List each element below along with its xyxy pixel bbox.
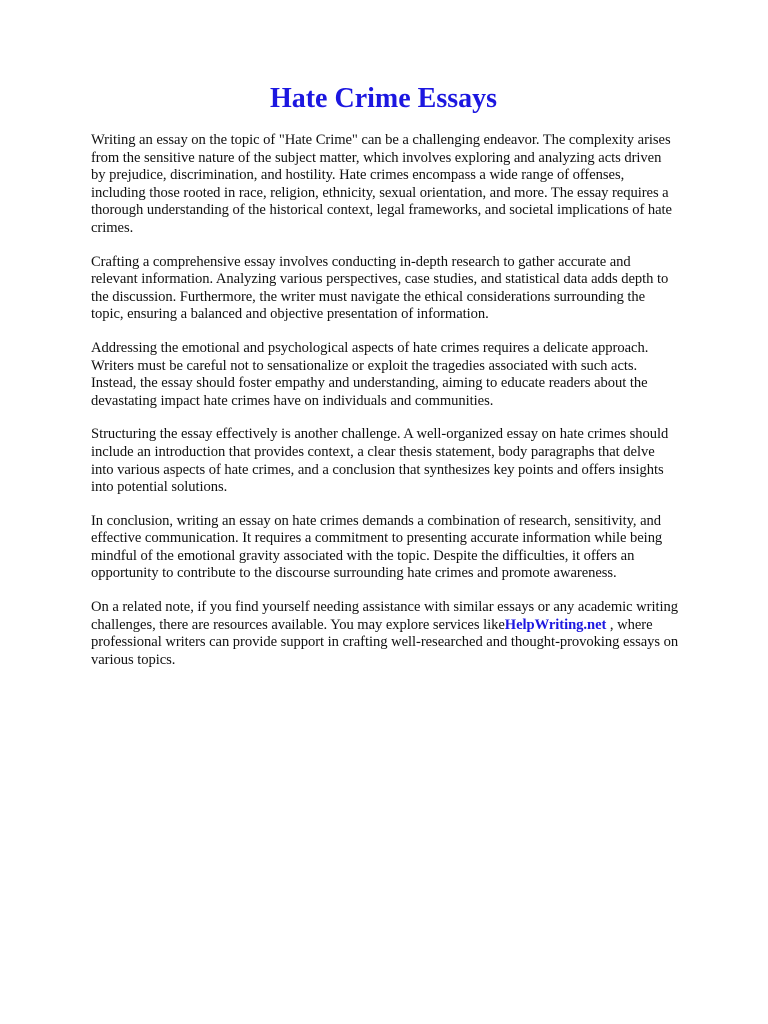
paragraph-line: Addressing the emotional and psychological aspects of hate crimes requires a delicate approach.: [91, 339, 649, 356]
helpwriting-link[interactable]: HelpWriting.net: [504, 616, 607, 633]
link-lead-text: challenges, there are resources available. You may explore services like: [91, 616, 505, 633]
paragraph-line: thorough understanding of the historical context, legal frameworks, and societal implications of hate: [91, 202, 672, 219]
paragraph-6: [91, 599, 720, 669]
paragraph-line-with-link: [91, 617, 720, 635]
link-trail-text: , where: [606, 616, 653, 633]
paragraph-2: [91, 254, 720, 324]
paragraph-line: into various aspects of hate crimes, and a conclusion that synthesizes key points and offers insights: [91, 461, 664, 478]
paragraph-3: [91, 340, 720, 410]
paragraph-line: into potential solutions.: [91, 479, 228, 496]
paragraph-line: topic, ensuring a balanced and objective presentation of information.: [91, 306, 489, 323]
paragraph-line: Writing an essay on the topic of "Hate Crime" can be a challenging endeavor. The complexity arises: [91, 132, 671, 148]
paragraph-line: Crafting a comprehensive essay involves conducting in-depth research to gather accurate and: [91, 253, 631, 270]
essay-body: [91, 132, 720, 669]
paragraph-line: crimes.: [91, 219, 134, 236]
paragraph-line: effective communication. It requires a commitment to presenting accurate information while being: [91, 530, 663, 547]
paragraph-line: Instead, the essay should foster empathy and understanding, aiming to educate readers about the: [91, 375, 648, 392]
paragraph-4: [91, 426, 720, 496]
paragraph-line: On a related note, if you find yourself needing assistance with similar essays or any academic writing: [91, 599, 678, 616]
paragraph-line: Structuring the essay effectively is another challenge. A well-organized essay on hate crimes should: [91, 426, 669, 443]
paragraph-line: the discussion. Furthermore, the writer must navigate the ethical considerations surrounding the: [91, 288, 646, 305]
paragraph-line: by prejudice, discrimination, and hostility. Hate crimes encompass a wide range of offenses,: [91, 167, 625, 184]
paragraph-line: devastating impact hate crimes have on individuals and communities.: [91, 392, 494, 409]
paragraph-line: include an introduction that provides context, a clear thesis statement, body paragraphs that delve: [91, 443, 655, 460]
document-title: Hate Crime Essays: [269, 83, 498, 114]
paragraph-line: from the sensitive nature of the subject matter, which involves exploring and analyzing acts driven: [91, 149, 662, 166]
paragraph-line: mindful of the emotional gravity associated with the topic. Despite the difficulties, it offers an: [91, 547, 635, 564]
paragraph-line: including those rooted in race, religion, ethnicity, sexual orientation, and more. The essay requires a: [91, 184, 669, 201]
paragraph-1: [91, 132, 720, 238]
paragraph-line: Writers must be careful not to sensationalize or exploit the tragedies associated with such acts.: [91, 357, 638, 374]
paragraph-5: [91, 513, 720, 583]
paragraph-line: relevant information. Analyzing various perspectives, case studies, and statistical data adds depth to: [91, 271, 669, 288]
paragraph-line: various topics.: [91, 651, 176, 668]
paragraph-line: professional writers can provide support in crafting well-researched and thought-provoking essays on: [91, 634, 679, 651]
paragraph-line: In conclusion, writing an essay on hate crimes demands a combination of research, sensitivity, and: [91, 512, 662, 529]
paragraph-line: opportunity to contribute to the discourse surrounding hate crimes and promote awareness.: [91, 565, 617, 582]
